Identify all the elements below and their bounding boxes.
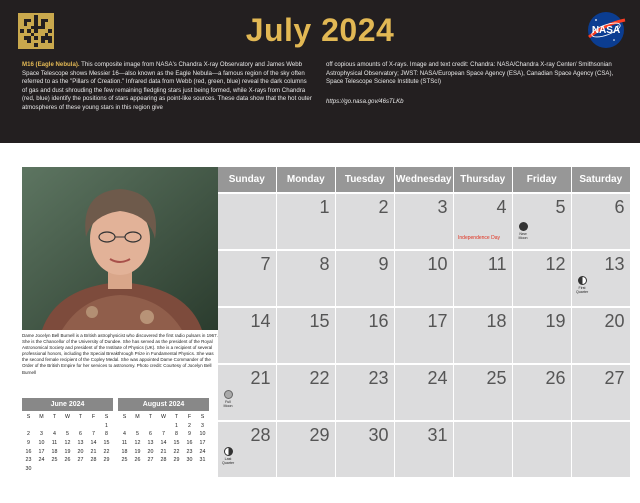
day-number: 20 (604, 310, 625, 331)
moon-phase (576, 276, 588, 294)
day-number: 31 (427, 424, 448, 445)
mini-weekday: T (174, 414, 179, 420)
day-cell-8[interactable] (277, 251, 335, 307)
mini-day: 1 (175, 422, 178, 429)
mini-day: 19 (134, 448, 141, 455)
mini-day: 12 (64, 440, 71, 447)
day-cell-22[interactable] (277, 365, 335, 421)
nasa-logo-icon (583, 10, 629, 50)
day-number: 25 (486, 367, 507, 388)
day-cell-31[interactable] (395, 422, 453, 478)
moon-phase-label: Last Quarter (222, 456, 235, 465)
nasa-logo-text: NASA (591, 25, 621, 36)
day-cell-17[interactable] (395, 308, 453, 364)
weekday-header-monday: Monday (277, 167, 335, 192)
mini-day: 16 (186, 440, 193, 447)
mini-weekday: T (148, 414, 153, 420)
day-cell-28[interactable] (218, 422, 276, 478)
day-number: 29 (309, 424, 330, 445)
mini-day: 30 (186, 457, 193, 464)
mini-day: 7 (162, 431, 165, 438)
mini-weekday: S (104, 414, 109, 420)
mini-day (22, 422, 35, 431)
mini-day: 20 (77, 448, 84, 455)
mini-day: 14 (160, 440, 167, 447)
mini-day: 8 (175, 431, 178, 438)
holiday-label: Independence Day (458, 234, 500, 241)
day-number: 6 (614, 196, 625, 217)
day-cell-4[interactable] (454, 194, 512, 250)
month-grid (218, 167, 634, 463)
mini-day: 13 (77, 440, 84, 447)
mini-weekday: F (91, 414, 96, 420)
mini-day (118, 422, 131, 431)
day-cell-20[interactable] (572, 308, 630, 364)
mini-day: 14 (90, 440, 97, 447)
mini-day: 19 (64, 448, 71, 455)
day-number: 12 (545, 253, 566, 274)
mini-day: 11 (51, 440, 58, 447)
day-cell-16[interactable] (336, 308, 394, 364)
weekday-header-tuesday: Tuesday (336, 167, 394, 192)
day-cell-21[interactable] (218, 365, 276, 421)
mini-day: 13 (147, 440, 154, 447)
day-number: 1 (319, 196, 330, 217)
image-link[interactable]: https://go.nasa.gov/46sTLKb (326, 98, 404, 105)
mini-day: 28 (160, 457, 167, 464)
mini-day: 24 (199, 448, 206, 455)
day-number: 23 (368, 367, 389, 388)
mini-day: 25 (51, 457, 58, 464)
moon-first-icon (578, 276, 587, 285)
mini-day: 23 (186, 448, 193, 455)
mini-weekday: W (161, 414, 166, 420)
mini-weekday: M (135, 414, 140, 420)
day-number: 21 (250, 367, 271, 388)
weekday-header-saturday: Saturday (572, 167, 630, 192)
mini-day: 10 (199, 431, 206, 438)
mini-calendar-august (118, 398, 209, 465)
day-cell-6[interactable] (572, 194, 630, 250)
day-number: 11 (487, 253, 507, 274)
day-cell-24[interactable] (395, 365, 453, 421)
day-cell-13[interactable] (572, 251, 630, 307)
mini-day: 10 (38, 440, 45, 447)
moon-phase (517, 222, 529, 240)
day-number: 5 (555, 196, 566, 217)
day-cell-23[interactable] (336, 365, 394, 421)
portrait-caption: Dame Jocelyn Bell Burnell is a British astrophysicist who discovered the first radio pulsars in 1967. She is the Chancellor of the University of Dundee. She has served as the president of the Royal Astronomical Society and president of the Institute of Physics (UK). She is a recipient of several professional honors, including the Special Breakthrough Prize in Fundamental Physics. She was the second female recipient of the Copley Medal. She was appointed Dame Commander of the Order of the British Empire for her services to astronomy. Photo credit: Courtesy of Jocelyn Bell Burnell (22, 333, 218, 375)
weekday-header-sunday: Sunday (218, 167, 276, 192)
day-number: 3 (437, 196, 448, 217)
mini-day: 21 (90, 448, 97, 455)
mini-day (157, 422, 170, 431)
mini-day: 9 (27, 440, 30, 447)
day-cell-10[interactable] (395, 251, 453, 307)
mini-day: 8 (105, 431, 108, 438)
day-number: 26 (545, 367, 566, 388)
day-number: 30 (368, 424, 389, 445)
mini-day: 31 (199, 457, 206, 464)
day-number: 27 (604, 367, 625, 388)
mini-day: 29 (103, 457, 110, 464)
mini-day: 3 (201, 422, 204, 429)
mini-day: 4 (123, 431, 126, 438)
mini-day: 9 (188, 431, 191, 438)
mini-day: 5 (66, 431, 69, 438)
mini-day: 1 (105, 422, 108, 429)
mini-calendar-june (22, 398, 113, 474)
mini-weekday: F (187, 414, 192, 420)
mini-day: 3 (40, 431, 43, 438)
day-number: 16 (368, 310, 389, 331)
day-number: 17 (427, 310, 448, 331)
mini-day (61, 422, 74, 431)
moon-phase-label: First Quarter (576, 285, 589, 294)
page-title: July 2024 (245, 12, 395, 48)
mini-day: 17 (38, 448, 45, 455)
weekday-header-friday: Friday (513, 167, 571, 192)
day-cell-12[interactable] (513, 251, 571, 307)
mini-day: 12 (134, 440, 141, 447)
weekday-header-thursday: Thursday (454, 167, 512, 192)
mini-weekday: S (26, 414, 31, 420)
mini-day: 6 (79, 431, 82, 438)
day-number: 15 (309, 310, 330, 331)
mini-day: 5 (136, 431, 139, 438)
day-number: 9 (378, 253, 389, 274)
mini-day: 2 (188, 422, 191, 429)
empty-day-cell (454, 422, 512, 478)
day-number: 14 (250, 310, 271, 331)
day-cell-5[interactable] (513, 194, 571, 250)
day-cell-30[interactable] (336, 422, 394, 478)
mini-day: 28 (90, 457, 97, 464)
day-number: 22 (309, 367, 330, 388)
moon-new-icon (519, 222, 528, 231)
mini-calendar-title: June 2024 (22, 398, 113, 411)
mini-day: 21 (160, 448, 167, 455)
calendar-header (0, 0, 640, 143)
day-number: 10 (427, 253, 448, 274)
mini-day (131, 422, 144, 431)
weekday-header-wednesday: Wednesday (395, 167, 453, 192)
day-number: 13 (604, 253, 625, 274)
day-number: 18 (486, 310, 507, 331)
moon-full-icon (224, 390, 233, 399)
moon-phase-label: Full Moon (223, 399, 233, 408)
empty-day-cell (572, 422, 630, 478)
day-cell-19[interactable] (513, 308, 571, 364)
mini-day: 15 (103, 440, 110, 447)
mini-weekday: S (200, 414, 205, 420)
day-cell-25[interactable] (454, 365, 512, 421)
mini-weekday: T (52, 414, 57, 420)
day-number: 8 (319, 253, 330, 274)
moon-phase-label: New Moon (518, 231, 528, 240)
mini-calendar-title: August 2024 (118, 398, 209, 411)
day-cell-18[interactable] (454, 308, 512, 364)
moon-phase (222, 447, 234, 465)
moon-phase (222, 390, 234, 408)
day-number: 7 (260, 253, 271, 274)
mini-day: 23 (25, 457, 32, 464)
mini-day: 27 (77, 457, 84, 464)
mini-day: 7 (92, 431, 95, 438)
mini-day: 18 (121, 448, 128, 455)
mini-day: 30 (25, 466, 32, 473)
mini-day (74, 422, 87, 431)
day-cell-15[interactable] (277, 308, 335, 364)
day-cell-1[interactable] (277, 194, 335, 250)
mini-day: 25 (121, 457, 128, 464)
mini-weekday: M (39, 414, 44, 420)
moon-last-icon (224, 447, 233, 456)
mini-day: 22 (103, 448, 110, 455)
day-cell-27[interactable] (572, 365, 630, 421)
mini-weekday: S (122, 414, 127, 420)
mini-day: 26 (134, 457, 141, 464)
mini-day: 4 (53, 431, 56, 438)
day-number: 24 (427, 367, 448, 388)
mini-day: 2 (27, 431, 30, 438)
day-cell-9[interactable] (336, 251, 394, 307)
mini-day (87, 422, 100, 431)
day-cell-14[interactable] (218, 308, 276, 364)
day-cell-11[interactable] (454, 251, 512, 307)
description-body: This composite image from NASA's Chandra X-ray Observatory and James Webb Space Telescope shows Messier 16—also known as the Eagle Nebula—a famous region of the sky often referred to as the "Pillars of Creation." Infrared data from Webb (red, green, blue) reveal the dark columns of gas and dust shrouding the few remaining fledgling stars just being formed, while X-rays from Chandra (red, blue) identify the positions of stars appearing as point-like sources. These data show that the hot outer atmospheres of these young stars in this region give (22, 61, 312, 111)
mini-day: 15 (173, 440, 180, 447)
empty-day-cell (513, 422, 571, 478)
mini-day (35, 422, 48, 431)
mini-day: 17 (199, 440, 206, 447)
day-number: 4 (496, 196, 507, 217)
mini-day: 11 (121, 440, 128, 447)
image-credit: off copious amounts of X-rays. Image and text credit: Chandra: NASA/Chandra X-ray Center/ Smithsonian Astrophysical Observatory; JWST: NASA/European Space Agency (ESA), Canadian Space Agency (CSA), Space Telescope Science Institute (STScI) (326, 61, 614, 86)
mini-weekday: W (65, 414, 70, 420)
mini-day: 20 (147, 448, 154, 455)
mini-day: 27 (147, 457, 154, 464)
day-cell-3[interactable] (395, 194, 453, 250)
description-lead: M16 (Eagle Nebula). (22, 61, 80, 68)
mini-day: 16 (25, 448, 32, 455)
mini-day: 22 (173, 448, 180, 455)
empty-day-cell (218, 194, 276, 250)
day-cell-2[interactable] (336, 194, 394, 250)
mini-day (144, 422, 157, 431)
mini-day (48, 422, 61, 431)
day-cell-26[interactable] (513, 365, 571, 421)
mini-day: 18 (51, 448, 58, 455)
mini-day: 6 (149, 431, 152, 438)
mini-day: 26 (64, 457, 71, 464)
day-number: 19 (545, 310, 566, 331)
day-number: 28 (250, 424, 271, 445)
image-description (22, 61, 312, 113)
mini-day: 24 (38, 457, 45, 464)
portrait-photo (22, 167, 218, 330)
mini-day: 29 (173, 457, 180, 464)
day-cell-29[interactable] (277, 422, 335, 478)
mini-weekday: T (78, 414, 83, 420)
day-cell-7[interactable] (218, 251, 276, 307)
day-number: 2 (378, 196, 389, 217)
